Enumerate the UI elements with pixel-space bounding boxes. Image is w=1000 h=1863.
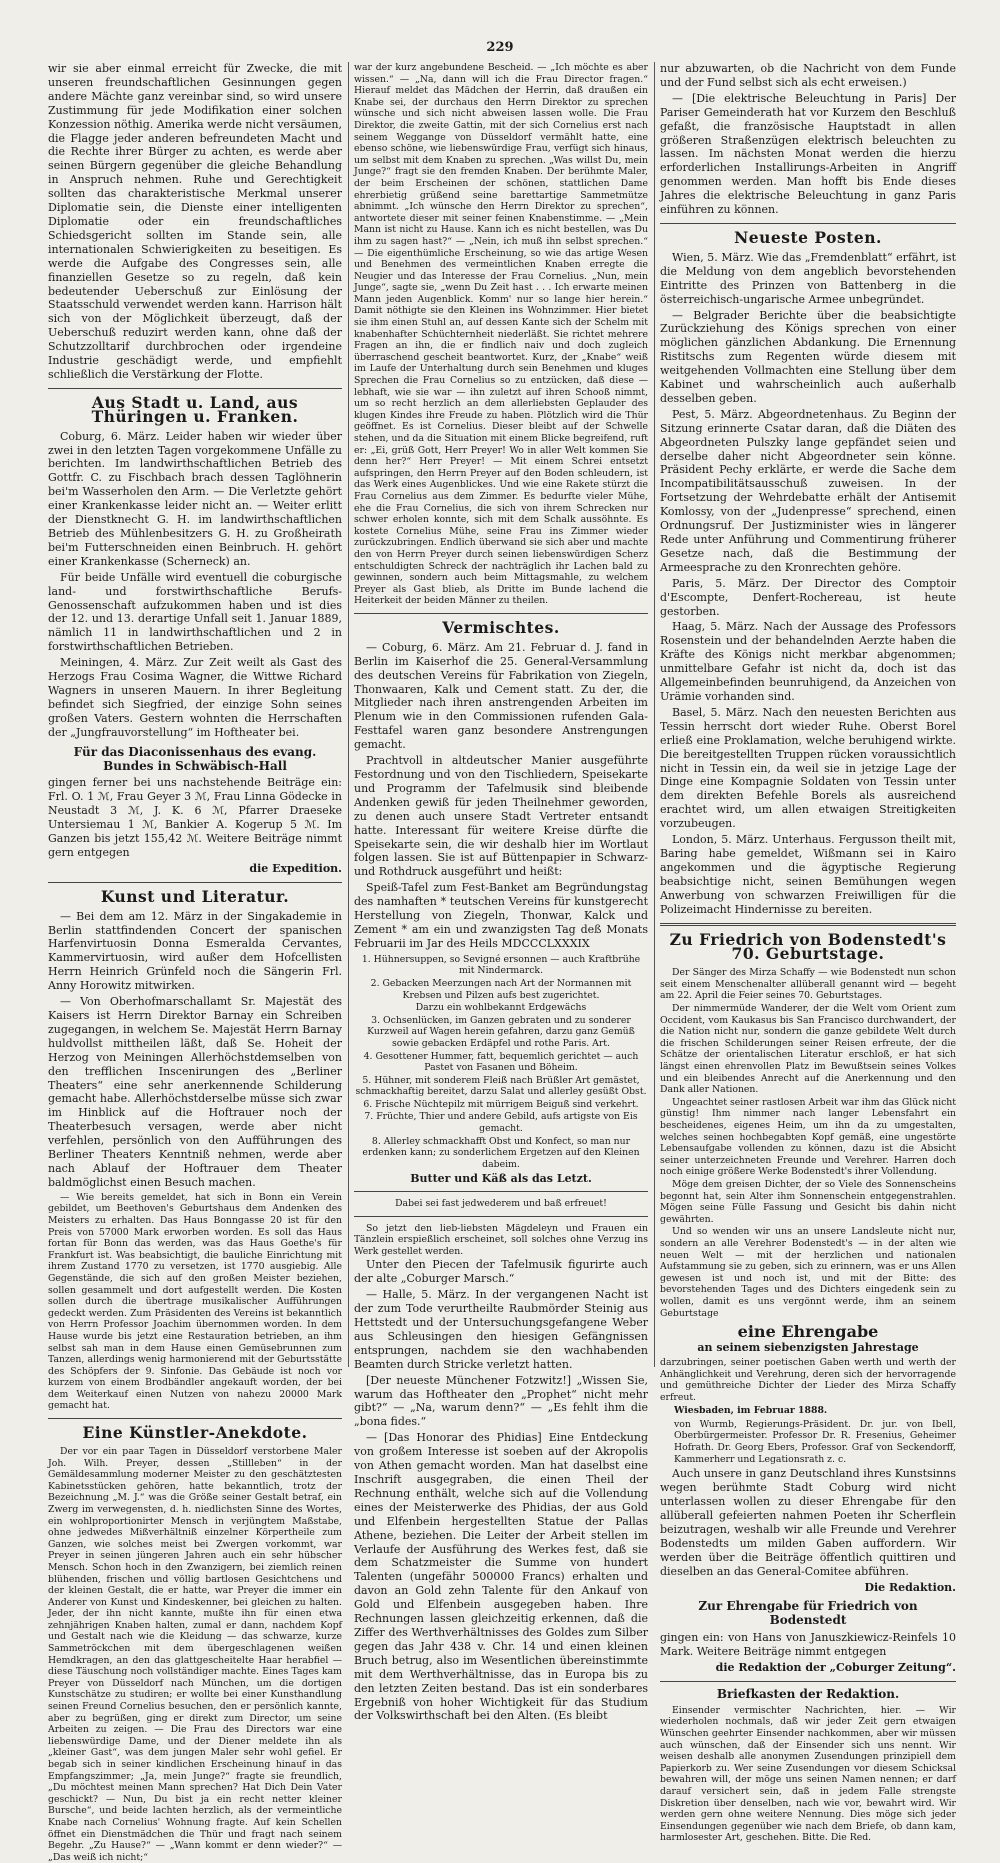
signature: Die Redaktion. [864,1580,956,1594]
divider [354,613,648,614]
article-paragraph: Paris, 5. März. Der Director des Comptoir d'Escompte, Denfert-Rochereau, ist heute gestorben. [660,576,956,618]
article-paragraph: Der nimmermüde Wanderer, der die Welt vom Orient zum Occident, vom Kaukasus bis San Francisco durchwandert, der die Nation nicht nur, sondern die ganze gebildete Welt durch die frischen Schilderungen seiner Reisen erfreute, der die Schätze der orientalischen Literatur erschloß, er hat sich längst einen ehrenvollen Platz im Bewußtsein seines Volkes und ein bleibendes Anrecht auf die Anerkennung und den Dank aller Nationen. [660,1003,956,1096]
article-paragraph: Meiningen, 4. März. Zur Zeit weilt als Gast des Herzogs Frau Cosima Wagner, die Wittwe Richard Wagners in unseren Mauern. In ihrer Begleitung befindet sich Siegfried, der einzige Sohn seines großen Vaters. Gestern wohnten die Herrschaften der „Jungfrauvorstellung“ im Hoftheater bei. [48,656,342,739]
article-paragraph: So jetzt den lieb-liebsten Mägdeleyn und Frauen ein Tänzlein erspießlich erscheinet, soll solches ohne Verzug ins Werk gestellet werden. [354,1222,648,1257]
column-3 [660,62,956,1844]
page-number: 229 [486,40,514,55]
article-paragraph: — Bei dem am 12. März in der Singakademie in Berlin stattfindenden Concert der spanischen Harfenvirtuosin Donna Esmeralda Cervantes, Kammervirtuosin, wird außer dem Hofcellisten Herrn Heinrich Grünfeld noch die Sängerin Frl. Anny Horowitz mitwirken. [48,909,342,993]
article-paragraph: — Von Oberhofmarschallamt Sr. Majestät des Kaisers ist Herrn Direktor Barnay ein Schreiben zugegangen, in welchem Se. Majestät Herrn Barnay huldvollst mittheilen läßt, daß Se. Hoheit der Herzog von Meiningen Allerhöchstdemselben von den trefflichen Inscenirungen des „Berliner Theaters“ eine sehr anerkennende Schilderung gemacht habe. Allerhöchstderselbe müsse sich zwar im Hinblick auf die Hoftrauer noch der Theaterbesuch versagen, werde aber nicht verfehlen, persönlich von den Aufführungen des Berliner Theaters Kenntniß nehmen, werde aber nach Ablauf der Hoftrauer dem Theater baldmöglichst einen Besuch machen. [48,995,342,1189]
article-paragraph: Und so wenden wir uns an unsere Landsleute nicht nur, sondern an alle Verehrer Bodenstedt's — in der alten wie neuen Welt — mit der herzlichen und nationalen Aufstammung sie zu geben, sich zu erinnern, was er uns Allen gewesen ist und noch ist, und mit der Bitte: des bevorstehenden Tages und des Dichters eingedenk sein zu wollen, damit es uns vergönnt werde, ihm an seinem Geburtstage [660,1226,956,1319]
article-paragraph: Unter den Piecen der Tafelmusik figurirte auch der alte „Coburger Marsch.“ [354,1258,648,1286]
subheading: Briefkasten der Redaktion. [716,1686,900,1701]
menu-footer: Dabei sei fast jedwederem und baß erfreuet! [395,1198,607,1210]
article-paragraph: [Der neueste Münchener Fotzwitz!] „Wissen Sie, warum das Hoftheater den „Prophet“ nicht mehr gibt?“ — „Na, warum denn?“ — „Es fehlt ihm die „bona fides.“ [354,1373,648,1429]
section-heading: Neueste Posten. [734,227,882,247]
menu-item: 3. Ochsenlücken, im Ganzen gebraten und zu sonderer Kurzweil auf Wagen herein gefahren, darzu ganz Gemüß sowie gebacken Erdäpfel und rothe Paris. Art. [367,1014,635,1049]
article-paragraph: Prachtvoll in altdeutscher Manier ausgeführte Festordnung und von den Tischliedern, Speisekarte und Programm der Tafelmusik sind bleibende Andenken gewiß für jeden Theilnehmer geworden, zu denen auch unsere Stadt Vertreter entsandt hatte. Interessant für weitere Kreise dürfte die Speisekarte sein, die wir deshalb hier im Wortlaut folgen lassen. Sie ist auf Büttenpapier in Schwarz- und Rothdruck ausgeführt und heißt: [354,754,648,879]
divider [354,1216,648,1217]
column-2 [354,62,648,1723]
menu-item: Butter und Käß als das Letzt. [410,1172,592,1186]
article-paragraph: Für beide Unfälle wird eventuell die coburgische land- und forstwirthschaftliche Berufs-Genossenschaft aufzukommen haben und ist dies der 12. und 13. derartige Unfall seit 1. Januar 1889, nämlich 11 in landwirthschaftlichen und 2 in forstwirthschaftlichen Betrieben. [48,570,342,654]
section-heading: Vermischtes. [442,617,560,637]
signature: die Redaktion der „Coburger Zeitung“. [715,1661,956,1675]
article-paragraph: — Belgrader Berichte über die beabsichtigte Zurückziehung des Königs sprechen von einer möglichen gänzlichen Abdankung. Die Ernennung Ristitschs zum Regenten würde diesem mit weitgehenden Vollmachten eine Stellung über dem Kabinet und wahrscheinlich auch außerhalb desselben geben. [660,308,956,405]
section-heading: Aus Stadt u. Land, aus Thüringen u. Franken. [91,392,299,426]
menu-list [354,954,648,1185]
article-paragraph: Auch unsere in ganz Deutschland ihres Kunstsinns wegen berühmte Stadt Coburg wird nicht unterlassen wollen zu dieser Ehrengabe für den allüberall gefeierten nahmen Poeten ihr Scherflein beizutragen, weshalb wir alle Freunde und Verehrer Bodenstedts um milden Gaben auffordern. Wir werden über die Beiträge öffentlich quittiren und dieselben an das General-Comitee abführen. [660,1467,956,1578]
dateline: Wiesbaden, im Februar 1888. [674,1405,828,1417]
menu-item: Darzu ein wohlbekannt Erdgewächs [415,1002,587,1014]
article-paragraph: Der vor ein paar Tagen in Düsseldorf verstorbene Maler Joh. Wilh. Preyer, dessen „Stillleben“ in der Gemäldesammlung moderner Meister zu den geschätztesten Kabinetsstücken gehören, hatte bekanntlich, trotz der Bezeichnung „M. J.“ was die Größe seiner Gestalt betraf, ein Zwerg im verwegensten, d. h. niedlichsten Sinne des Wortes, ein wohlproportionirter Mensch in verjüngtem Maßstabe, ohne jedwedes Mißverhältniß einzelner Körpertheile zum Ganzen, wie solches meist bei Zwergen vorkommt, war Preyer in seinen jüngeren Jahren auch ein sehr hübscher Mensch. Schon hoch in den Zwanzigern, bei ziemlich reinen blühenden, frischen und völlig bartlosen Gesichtchens und der kleinen Gestalt, die er hatte, war Preyer die immer ein Anderer von Kunst und Kindeskenner, bei gleichen zu halten. Jeder, der ihn nicht kannte, mußte ihn für einen etwa zehnjährigen Knaben halten, zumal er dann, nachdem Kopf und Gestalt nach wie die Kleidung — das schwarze, kurze Sammetröckchen mit dem übergeschlagenen weißen Hemdkragen, an den das glattgescheitelte Haar herabfiel — diese Täuschung noch vollständiger machte. Eines Tages kam Preyer von Düsseldorf nach München, um die dortigen Kunstschätze zu studiren; er wollte bei einer Kunsthandlung seinen Freund Cornelius besuchen, den er persönlich kannte, aber zu begrüßen, ging er direkt zum Director, um seine Arbeiten zu zeigen. — Die Frau des Directors war eine liebenswürdige Dame, und der Diener meldete ihn als „kleiner Gast“, was dem jungen Maler sehr wohl gefiel. Er begab sich in seiner kindlichen Erscheinung hinauf in das Empfangszimmer; „Ja, mein Junge?“ fragte sie freundlich, „Du möchtest meinen Mann sprechen? Hat Dich Dein Vater geschickt? — Nun, Du bist ja ein recht netter kleiner Bursche“, und beide lachten herzlich, als der vermeintliche Knabe nach Cornelius' Wohnung fragte. Auf kein Schellen öffnet ein Dienstmädchen die Thür und fragt nach seinem Begehr. „Zu Hause?“ — „Wann kommt er denn wieder?“ — „Das weiß ich nicht;“ [48,1445,342,1863]
article-paragraph: — [Die elektrische Beleuchtung in Paris] Der Pariser Gemeinderath hat vor Kurzem den Beschluß gefaßt, die französische Hauptstadt in allen größeren Straßenzügen elektrisch beleuchten zu lassen. Im nächsten Monat werden die hierzu erforderlichen Installirungs-Arbeiten in Angriff genommen werden. Man hofft bis Ende dieses Jahres die elektrische Beleuchtung in ganz Paris einführen zu können. [660,91,956,217]
article-paragraph: Speiß-Tafel zum Fest-Banket am Begründungstag des namhaften * teutschen Vereins für kunstgerecht Herstellung von Ziegeln, Thonwar, Kalck und Zement * am ein und zwanzigsten Tag deß Monats Februarii im Jar des Heils MDCCCLXXXIX [354,881,648,950]
ehrengabe-title: eine Ehrengabe [737,1322,879,1342]
article-paragraph: Wien, 5. März. Wie das „Fremdenblatt“ erfährt, ist die Meldung von dem angeblich bevorstehenden Eintritte des Prinzen von Battenberg in die österreichisch-ungarische Armee unbegründet. [660,250,956,306]
column-rule [348,62,349,1367]
menu-item: 8. Allerley schmackhafft Obst und Konfect, so man nur erdenken kann; zu sonderlichem Ergetzen auf den Kleinen dabeim. [362,1135,640,1170]
article-paragraph: — Coburg, 6. März. Am 21. Februar d. J. fand in Berlin im Kaiserhof die 25. General-Versammlung des deutschen Vereins für Fabrikation von Ziegeln, Thonwaaren, Kalk und Cement statt. Zu der, die Mitglieder nach ihren anstrengenden Arbeiten im Plenum wie in den Commissionen rufenden Gala-Festtafel waren ganz besondere Anstrengungen gemacht. [354,640,648,752]
divider [354,1191,648,1192]
article-paragraph: gingen ein: von Hans von Januszkiewicz-Reinfels 10 Mark. Weitere Beiträge nimmt entgegen [660,1631,956,1659]
menu-item: 1. Hühnersuppen, so Sevigné ersonnen — auch Kraftbrühe mit Nindermarck. [361,953,641,977]
divider [660,1681,956,1682]
divider [48,388,342,389]
article-paragraph: Einsender vermischter Nachrichten, hier. — Wir wiederholen nochmals, daß wir jeder Zeit gern etwaigen Wünschen geehrter Einsender nachkommen, aber wir müssen auch wünschen, daß der Einsender sich uns nennt. Wir weisen deshalb alle anonymen Zusendungen prinzipiell dem Papierkorb zu. Wer seine Zusendungen vor diesem Schicksal bewahren will, der möge uns seinen Namen nennen; er darf darauf versichert sein, daß in jedem Falle strengste Diskretion über denselben, nach wie vor, bewahrt wird. Wir werden gern ohne weitere Nennung. Dies möge sich jeder Einsendungen gegenüber wie nach dem Briefe, ob dann kam, harmlosester Art, geschehen. Bitte. Die Red. [660,1704,956,1844]
article-paragraph: wir sie aber einmal erreicht für Zwecke, die mit unseren freundschaftlichen Gesinnungen gegen andere Mächte ganz vereinbar sind, so wird unsere Zustimmung für jede Modifikation einer solchen Konzession nöthig. Amerika werde nicht versäumen, die Flagge jeder anderen befreundeten Macht und die Rechte ihrer Bürger zu achten, es werde aber seinen Bürgern gegenüber die gleiche Behandlung in Anspruch nehmen. Ruhe und Gerechtigkeit sollten das charakteristische Merkmal unserer Diplomatie sein, die Dienste einer intelligenten Diplomatie oder ein freundschaftliches Schiedsgericht sollten im Stande sein, alle internationalen Schwierigkeiten zu beseitigen. Es werde die Aufgabe des Congresses sein, alle finanziellen Gesetze so zu regeln, daß kein bedeutender Ueberschuß zur Einlösung der Staatsschuld verwendet werden kann. Harrison hält sich von der Möglichkeit überzeugt, daß der Ueberschuß reduzirt werden kann, ohne daß der Schutzzolltarif durchbrochen oder irgendeine Industrie geschädigt werde, und empfiehlt schließlich die Verstärkung der Flotte. [48,62,342,381]
article-paragraph: Pest, 5. März. Abgeordnetenhaus. Zu Beginn der Sitzung erinnerte Csatar daran, daß die Diäten des Abgeordneten Pulszky lange gepfändet seien und derselbe daher nicht Abgeordneter sein könne. Präsident Pechy erklärte, er werde die Sache dem Incompatibilitätsausschuß zuweisen. In der Fortsetzung der Wehrdebatte erhält der Antisemit Komlossy, von der „Judenpresse“ sprechend, einen Ordnungsruf. Der Justizminister wies in längerer Rede unter Anführung und Commentirung früherer Gesetze nach, daß die Bestimmung der Armeesprache zu den Kronrechten gehöre. [660,407,956,574]
article-paragraph: gingen ferner bei uns nachstehende Beiträge ein: Frl. O. 1 ℳ, Frau Geyer 3 ℳ, Frau Linna Gödecke in Neustadt 3 ℳ, J. K. 6 ℳ, Pfarrer Draeseke Untersiemau 1 ℳ, Bankier A. Kogerup 5 ℳ. Im Ganzen bis jetzt 155,42 ℳ. Weitere Beiträge nimmt gern entgegen [48,776,342,859]
column-1 [48,62,342,1863]
divider [660,223,956,224]
article-paragraph: Coburg, 6. März. Leider haben wir wieder über zwei in den letzten Tagen vorgekommene Unfälle zu berichten. Im landwirthschaftlichen Betrieb des Gottfr. C. zu Fischbach brach dessen Taglöhnerin bei'm Wasserholen den Arm. — Die Verletzte gehört einer Krankenkasse leider nicht an. — Weiter erlitt der Dienstknecht G. H. im landwirthschaftlichen Betrieb des Mühlenbesitzers G. H. zu Großheirath bei'm Futterschneiden einen Beinbruch. H. gehört einer Krankenkasse (Scherneck) an. [48,429,342,568]
menu-item: 2. Gebacken Meerzungen nach Art der Normannen mit Krebsen und Pilzen aufs best zugerichtet. [370,977,632,1001]
section-heading: Eine Künstler-Anekdote. [82,1423,308,1443]
signature: die Expedition. [249,861,342,875]
signers: von Wurmb, Regierungs-Präsident. Dr. jur. von Ibell, Oberbürgermeister. Professor Dr. R. Fresenius, Geheimer Hofrath. Dr. Georg Ebers, Professor. Graf von Seckendorff, Kammerherr und Legationsrath z. c. [674,1418,956,1465]
article-paragraph: — Wie bereits gemeldet, hat sich in Bonn ein Verein gebildet, um Beethoven's Geburtshaus dem Andenken des Meisters zu erhalten. Das Haus Bonngasse 20 ist für den Preis von 57000 Mark erworben worden. Es soll das Haus fortan für Bonn das werden, was das Haus Goethe's für Frankfurt ist. Was beabsichtigt, die bauliche Einrichtung mit ihrem Zustand 1770 zu versetzen, ist 1770 ausgiebig. Alle Gegenstände, die sich auf den großen Meister beziehen, sollen gesammelt und dort aufgestellt werden. Die Kosten sollen durch die übertrage musikalischer Aufführungen gedeckt werden. Zum Präsidenten des Vereins ist bekanntlich von Herrn Professor Joachim übernommen worden. In dem Hause wurde bis jetzt eine Restauration betrieben, an ihm selbst sah man in dem Hause einen Gemüsebrunnen zum Tanzen, allerdings wenig harmonierend mit der Geburtsstätte des Schöpfers der 9. Sinfonie. Das Gebäude ist noch vor kurzem von einem Brodbändler angekauft worden, der bei dem Weiterkauf einen Nutzen von nahezu 20000 Mark gemacht hat. [48,1191,342,1412]
article-paragraph: — Halle, 5. März. In der vergangenen Nacht ist der zum Tode verurtheilte Raubmörder Steinig aus Hettstedt und der Untersuchungsgefangene Weber aus Schleusingen den hiesigen Gefängnissen entsprungen, nachdem sie den wachhabenden Beamten durch Stricke verletzt hatten. [354,1288,648,1371]
divider [48,1418,342,1419]
menu-item: 4. Gesottener Hummer, fatt, bequemlich gerichtet — auch Pastet von Fasanen und Böheim. [363,1050,639,1074]
subheading: Zur Ehrengabe für Friedrich von Bodenstedt [698,1599,918,1628]
article-paragraph: — [Das Honorar des Phidias] Eine Entdeckung von großem Interesse ist soeben auf der Akropolis von Athen gemacht worden. Man hat daselbst eine Inschrift ausgegraben, die einen Theil der Rechnung enthält, welche sich auf die Vollendung eines der Meisterwerke des Phidias, der aus Gold und Elfenbein hergestellten Statue der Pallas Athene, beziehen. Die Leiter der Arbeit stellen im Verlaufe der Ausführung des Werkes fest, daß sie dem Schatzmeister die Summe von hundert Talenten (ungefähr 500000 Francs) erhalten und davon an Gold zehn Talente für den Ankauf von Gold und Elfenbein ausgegeben haben. Ihre Rechnungen lassen gleichzeitig erkennen, daß die Ziffer des Werthverhältnisses des Goldes zum Silber gegen das Jahr 438 v. Chr. 14 und einen kleinen Bruch betrug, also im Wesentlichen übereinstimmte mit dem Werthverhältnisse, das in Europa bis zu den letzten Zeiten bestand. Das ist ein sonderbares Ergebniß von hoher Wichtigkeit für das Studium der Volkswirthschaft bei den Alten. (Es bleibt [354,1431,648,1723]
article-paragraph: darzubringen, seiner poetischen Gaben werth und werth der Anhänglichkeit und Verehrung, deren sich der hervorragende und gemüthreiche Dichter der Lieder des Mirza Schaffy erfreut. [660,1356,956,1403]
column-rule [654,62,655,1367]
article-paragraph: Haag, 5. März. Nach der Aussage des Professors Rosenstein und der behandelnden Aerzte haben die Kräfte des Königs nicht merkbar abgenommen; unmittelbare Gefahr ist nicht da, doch ist das Allgemeinbefinden beunruhigend, da Anzeichen von Urämie vorhanden sind. [660,620,956,703]
menu-item: 6. Frische Nüchtepilz mit mürrigem Beiguß sind verkehrt. [363,1098,639,1110]
article-paragraph: nur abzuwarten, ob die Nachricht von dem Funde und der Fund selbst sich als echt erweisen.) [660,62,956,89]
article-paragraph: Basel, 5. März. Nach den neuesten Berichten aus Tessin herrscht dort wieder Ruhe. Oberst Borel erließ eine Proklamation, welche beruhigend wirkte. Die bereitgestellten Truppen rücken voraussichtlich nicht in Tessin ein, da weil sie in jetzige Lage der Dinge eine Kompagnie Soldaten von Tessin unter dem direkten Befehle Borels als ausreichend erachtet wird, um allen etwaigen Streitigkeiten vorzubeugen. [660,705,956,831]
article-paragraph: Ungeachtet seiner rastlosen Arbeit war ihm das Glück nicht günstig! Ihm nimmer nach langer Lebensfahrt ein bescheidenes, eigenes Heim, um ihn da zu umgestalten, welches seinen hochbegabten Kopf gemäß, eine ungestörte Lebensaufgabe vollenden zu können, dazu ist die Absicht seiner unterzeichneten Freunde und Verehrer. Harren doch noch einige größere Werke Bodenstedt's ihrer Vollendung. [660,1096,956,1178]
divider [660,923,956,926]
menu-item: 5. Hühner, mit sonderem Fleiß nach Brüßler Art gemästet, schmackhaftig bereitet, darzu Salat und allerley gesüßt Obst. [355,1074,647,1098]
menu-item: 7. Früchte, Thier und andere Gebild, aufs artigste von Eis gemacht. [364,1111,638,1135]
divider [48,882,342,883]
article-paragraph: Der Sänger des Mirza Schaffy — wie Bodenstedt nun schon seit einem Menschenalter allüberall genannt wird — begeht am 22. April die Feier seines 70. Geburtstages. [660,967,956,1002]
article-paragraph: London, 5. März. Unterhaus. Fergusson theilt mit, Baring habe gemeldet, Wißmann sei in Kairo angekommen und die ägyptische Regierung beabsichtige nicht, seinen Bemühungen wegen Anwerbung von schwarzen Freiwilligen für die Polizeimacht Hindernisse zu bereiten. [660,833,956,916]
section-heading: Kunst und Literatur. [100,886,290,906]
article-paragraph: Möge dem greisen Dichter, der so Viele des Sonnenscheins begonnt hat, sein Alter ihm Sonnenschein entgegenstrahlen. Mögen seine Fülle Fassung und Gesicht bis dahin nicht gewährten. [660,1178,956,1225]
section-heading: Zu Friedrich von Bodenstedt's 70. Geburtstage. [669,930,947,964]
subheading: Für das Diaconissenhaus des evang. Bundes in Schwäbisch-Hall [73,744,317,773]
ehrengabe-subtitle: an seinem siebenzigsten Jahrestage [697,1341,919,1354]
article-paragraph: war der kurz angebundene Bescheid. — „Ich möchte es aber wissen.“ — „Na, dann will ich die Frau Director fragen.“ Hierauf meldet das Mädchen der Herrin, daß draußen ein Knabe sei, der durchaus den Herrn Direktor zu sprechen wünsche und sich nicht abweisen lassen wolle. Die Frau Direktor, die zweite Gattin, mit der sich Cornelius erst nach seinem Weggange von Düsseldorf vermählt hatte, eine ebenso schöne, wie liebenswürdige Frau, verfügt sich hinaus, um selbst mit dem Knaben zu sprechen. „Was willst Du, mein Junge?“ fragt sie den fremden Knaben. Der berühmte Maler, der beim Erscheinen der schönen, stattlichen Dame ehrerbietig grüßend seine barettartige Sammetmütze abnimmt. „Ich wünsche den Herrn Direktor zu sprechen“, antwortete dieser mit seiner feinen Knabenstimme. — „Mein Mann ist nicht zu Hause. Kann ich es nicht bestellen, was Du ihm zu sagen hast?“ — „Nein, ich muß ihn selbst sprechen.“ — Die eigenthümliche Erscheinung, so wie das artige Wesen und Benehmen des vermeintlichen Knaben erregte die Neugier und das Interesse der Frau Cornelius. „Nun, mein Junge“, sagte sie, „wenn Du Zeit hast . . . Ich erwarte meinen Mann jeden Augenblick. Komm' nur so lange hier herein.“ Damit nöthigte sie den Kleinen ins Wohnzimmer. Hier bietet sie ihm einen Stuhl an, auf dessen Kante sich der Schelm mit knabenhafter Schüchternheit niederläßt. Sie richtet mehrere Fragen an ihn, die er findlich naiv und doch zugleich überraschend gescheit beantwortet. Kurz, der „Knabe“ weiß im Laufe der Unterhaltung durch sein Benehmen und kluges Sprechen die Frau Cornelius so zu entzücken, daß diese — lebhaft, wie sie war — ihn zuletzt auf ihren Schooß nimmt, um so recht herzlich an dem allerliebsten Geplauder des klugen Kindes ihre Freude zu haben. Plötzlich wird die Thür geöffnet. Es ist Cornelius. Dieser bleibt auf der Schwelle stehen, und da die Situation mit einem Blicke begreifend, ruft er: „Ei, grüß Gott, Herr Preyer! Wo in aller Welt kommen Sie denn her?“ Herr Preyer! — Mit einem Schrei entsetzt aufspringen, den Herrn Preyer auf den Boden schleudern, ist das Werk eines Augenblickes. Und wie eine Rakete stürzt die Frau Cornelius aus dem Zimmer. Es bedurfte vieler Mühe, ehe die Frau Cornelius, die sich von ihrem Schrecken nur schwer erholen konnte, sich mit dem Schalk aussöhnte. Es kostete Cornelius Mühe, seine Frau ins Zimmer wieder zurückzubringen. Endlich überwand sie sich aber und machte den von Herrn Preyer durch seinen liebenswürdigen Scherz entschuldigten Schreck der nachträglich ihr Lachen bald zu gewinnen, sondern auch beim Mittagsmahle, zu welchem Preyer als Gast blieb, als Dritte im Bunde lachend die Heiterkeit der beiden Männer zu theilen. [354,62,648,607]
